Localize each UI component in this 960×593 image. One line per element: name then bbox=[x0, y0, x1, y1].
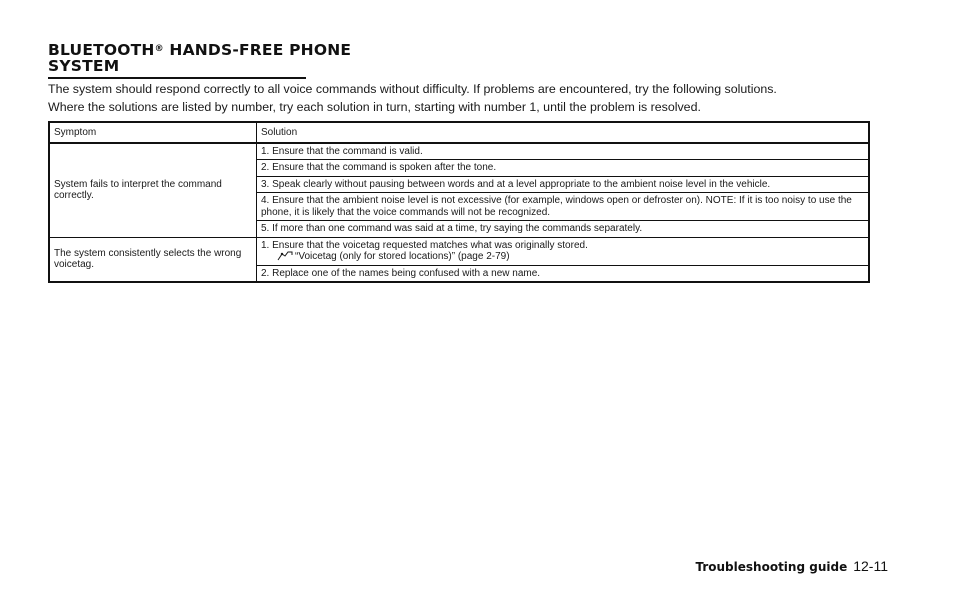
solution-text: 1. Ensure that the voicetag requested matches what was originally stored. bbox=[261, 239, 588, 251]
solution-cell: 2. Replace one of the names being confused with a new name. bbox=[257, 265, 870, 282]
symptom-cell: The system consistently selects the wrong voicetag. bbox=[49, 237, 257, 282]
table-row bbox=[49, 143, 869, 160]
intro-paragraph-1: The system should respond correctly to all voice commands without difficulty. If problems are encountered, try the following solutions. bbox=[48, 82, 777, 96]
solution-cell bbox=[257, 237, 870, 265]
solution-cell: 2. Ensure that the command is spoken after the tone. bbox=[257, 160, 870, 177]
solution-cell: 5. If more than one command was said at a time, try saying the commands separately. bbox=[257, 221, 870, 238]
title-line1-rest: HANDS-FREE PHONE bbox=[163, 41, 352, 59]
table-row bbox=[49, 237, 869, 265]
page-reference-text: “Voicetag (only for stored locations)” (page 2-79) bbox=[295, 251, 510, 262]
solution-cell: 1. Ensure that the command is valid. bbox=[257, 143, 870, 160]
title-line2: SYSTEM bbox=[48, 57, 120, 75]
symptom-header: Symptom bbox=[49, 122, 257, 143]
title-line1: BLUETOOTH bbox=[48, 41, 155, 59]
table-header-row bbox=[49, 122, 869, 143]
solution-cell: 3. Speak clearly without pausing between words and at a level appropriate to the ambient noise level in the vehicle. bbox=[257, 176, 870, 193]
registered-mark: ® bbox=[154, 44, 164, 54]
page-reference-icon bbox=[277, 251, 293, 261]
title-underline bbox=[48, 77, 306, 79]
page-reference bbox=[261, 251, 864, 263]
symptom-cell: System fails to interpret the command correctly. bbox=[49, 143, 257, 238]
intro-paragraph-2: Where the solutions are listed by number, try each solution in turn, starting with number 1, until the problem is resolved. bbox=[48, 100, 701, 114]
solution-cell: 4. Ensure that the ambient noise level is not excessive (for example, windows open or defroster on). NOTE: If it is too noisy to use the phone, it is likely that the voice commands will not be recognized. bbox=[257, 193, 870, 221]
page-footer bbox=[695, 558, 888, 574]
page-number: 12-11 bbox=[853, 558, 888, 574]
footer-section-name: Troubleshooting guide bbox=[695, 560, 848, 574]
page-title bbox=[48, 42, 351, 74]
solution-header: Solution bbox=[257, 122, 870, 143]
troubleshooting-table bbox=[48, 121, 870, 283]
